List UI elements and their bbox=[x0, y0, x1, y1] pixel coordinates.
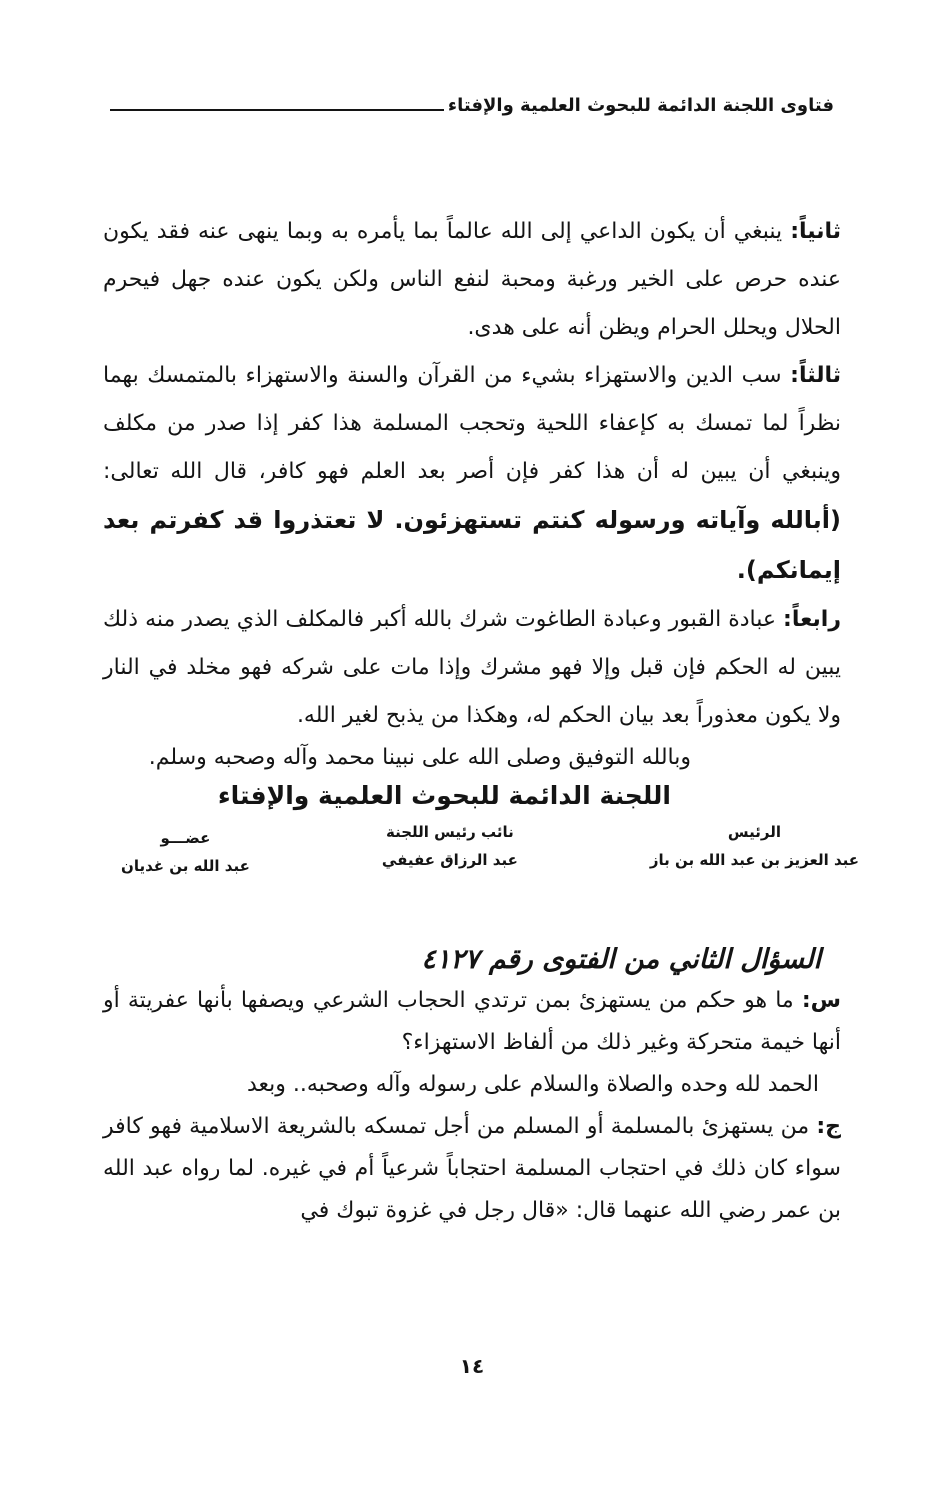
signatures bbox=[111, 818, 859, 880]
signature-name: عبد العزيز بن عبد الله بن باز bbox=[649, 851, 859, 869]
quran-quote: (أبالله وآياته ورسوله كنتم تستهزئون. لا تعتذروا قد كفرتم بعد إيمانكم). bbox=[103, 506, 841, 584]
page-number: ١٤ bbox=[459, 1354, 485, 1378]
paragraph-fourth-text: عبادة القبور وعبادة الطاغوت شرك بالله أكبر فالمكلف الذي يصدر منه ذلك يبين له الحكم فإن قبل وإلا فهو مشرك وإذا مات على شركه فهو مخلد في النار ولا يكون معذوراً بعد بيان الحكم له، وهكذا من يذبح لغير الله. bbox=[103, 607, 841, 728]
header-rule bbox=[110, 109, 444, 111]
signature-name: عبد الرزاق عفيفي bbox=[381, 851, 518, 869]
paragraph-fourth bbox=[103, 596, 841, 740]
signature-vice-president bbox=[382, 818, 518, 880]
answer-text: من يستهزئ بالمسلمة أو المسلم من أجل تمسكه بالشريعة الاسلامية فهو كافر سواء كان ذلك في احتجاب المسلمة احتجاباً شرعياً أم في غيره. لما رواه عبد الله بن عمر رضي الله عنهما قال: «قال رجل في غزوة تبوك في bbox=[103, 1114, 841, 1223]
paragraph-third-lead: ثالثاً: bbox=[790, 363, 841, 388]
question-paragraph bbox=[103, 980, 841, 1064]
running-title: فتاوى اللجنة الدائمة للبحوث العلمية والإفتاء bbox=[447, 95, 834, 116]
signature-role: عضـــو bbox=[160, 829, 211, 847]
answer-lead: ج: bbox=[816, 1114, 841, 1139]
paragraph-second-lead: ثانياً: bbox=[790, 219, 842, 244]
paragraph-fourth-lead: رابعاً: bbox=[783, 607, 841, 632]
question-text: ما هو حكم من يستهزئ بمن ترتدي الحجاب الشرعي ويصفها بأنها عفريتة أو أنها خيمة متحركة وغير ذلك من ألفاظ الاستهزاء؟ bbox=[103, 988, 841, 1055]
signature-member bbox=[121, 824, 250, 880]
running-header bbox=[110, 93, 834, 119]
question-title: السؤال الثاني من الفتوى رقم ٤١٢٧ bbox=[421, 944, 821, 975]
closing-line: وبالله التوفيق وصلى الله على نبينا محمد وآله وصحبه وسلم. bbox=[148, 745, 691, 770]
paragraph-third-text: سب الدين والاستهزاء بشيء من القرآن والسنة والاستهزاء بالمتمسك بهما نظراً لما تمسك به كإعفاء اللحية وتحجب المسلمة هذا كفر إذا صدر من مكلف وينبغي أن يبين له أن هذا كفر فإن أصر بعد العلم فهو كافر، قال الله تعالى: bbox=[103, 363, 841, 484]
paragraph-second-text: ينبغي أن يكون الداعي إلى الله عالماً بما يأمره به وبما ينهى عنه فقد يكون عنده حرص على الخير ورغبة ومحبة لنفع الناس ولكن يكون عنده جهل فيحرم الحلال ويحلل الحرام ويظن أنه على هدى. bbox=[103, 219, 841, 340]
signature-president bbox=[650, 818, 859, 880]
committee-name: اللجنة الدائمة للبحوث العلمية والإفتاء bbox=[217, 781, 671, 810]
question-lead: س: bbox=[801, 988, 841, 1013]
page-body bbox=[103, 208, 859, 1232]
signature-name: عبد الله بن غديان bbox=[121, 857, 250, 875]
praise-line: الحمد لله وحده والصلاة والسلام على رسوله وآله وصحبه.. وبعد bbox=[246, 1072, 819, 1097]
signature-role: نائب رئيس اللجنة bbox=[385, 823, 514, 841]
paragraph-third bbox=[103, 352, 841, 596]
paragraph-second bbox=[103, 208, 841, 352]
answer-paragraph bbox=[103, 1106, 841, 1232]
signature-role: الرئيس bbox=[727, 823, 781, 841]
